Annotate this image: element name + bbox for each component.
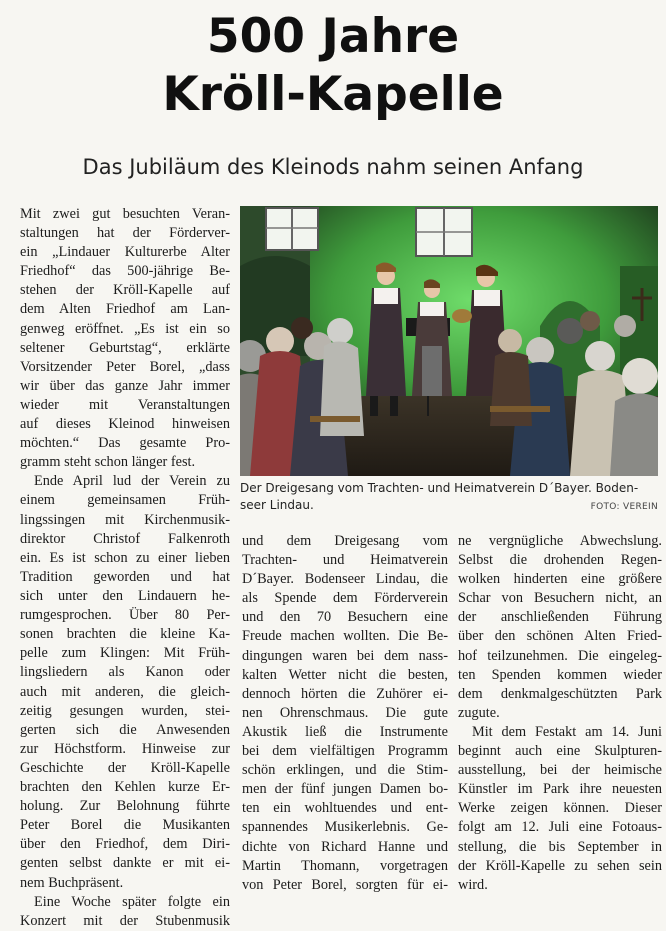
text-line: Freude machen wollten. Die Be- [242, 628, 448, 645]
text-line: Akustik ließ die Instrumente [242, 723, 448, 740]
text-line: direktor Christof Falkenroth [20, 530, 230, 547]
text-line: lingssingen mit Kirchenmusik- [20, 511, 230, 528]
text-line: wir über das ganze Jahr immer [20, 377, 230, 394]
text-line: rumgesprochen. Über 80 Per- [20, 607, 230, 624]
chapel-concert-illustration [240, 206, 658, 476]
text-line: auf dieses Kleinod hinweisen [20, 416, 230, 433]
text-line: Schar von Besuchern nicht, an [458, 590, 662, 607]
caption-line-1: Der Dreigesang vom Trachten- und Heimatverein D´Bayer. Boden- [240, 481, 639, 495]
text-line: genweg eröffnet. „Es ist ein so [20, 320, 230, 337]
text-line: men der fünf jungen Damen bo- [242, 781, 448, 798]
text-line: sich unter den Lindauern he- [20, 588, 230, 605]
text-line: stellung, die bis September in [458, 838, 662, 855]
text-line: Friedhof“ das 500-jährige Be- [20, 263, 230, 280]
article-photo [240, 206, 658, 476]
text-line: einem gemeinsamen Früh- [20, 492, 230, 509]
text-line: schön erklingen, und die Stim- [242, 762, 448, 779]
text-line: als Spende dem Förderverein [242, 590, 448, 607]
text-line: dem Alten Friedhof am Lan- [20, 301, 230, 318]
text-line: stehen der Kröll-Kapelle auf [20, 282, 230, 299]
headline-line-2: Kröll-Kapelle [162, 67, 504, 122]
caption-line-2: seer Lindau. [240, 498, 314, 512]
window-left [266, 208, 318, 250]
text-line: ein. Es ist schon zu einer lieben [20, 549, 230, 566]
text-line: wieder mit Veranstaltungen [20, 396, 230, 413]
article-column-3 [458, 532, 662, 895]
text-line: genten selbst dankte er mit ei- [20, 855, 230, 872]
text-line: der Kröll-Kapelle zu sehen sein [458, 857, 662, 874]
window-right [416, 208, 472, 256]
text-line: ne vergnügliche Abwechslung. [458, 533, 662, 549]
text-line: pelle zum Klingen: Mit Früh- [20, 645, 230, 662]
text-line: Mit dem Festakt am 14. Juni [472, 723, 662, 740]
headline-line-1: 500 Jahre [206, 9, 460, 64]
text-line: beginnt auch eine Skulpturen- [458, 743, 662, 760]
headline [0, 8, 666, 124]
text-line: ausstellung, bei der heimische [458, 762, 662, 779]
text-line: dem denkmalgeschützten Park [458, 685, 662, 702]
article-column-1-bottom [20, 568, 230, 931]
text-line: zeitig gesungen wurden, stei- [20, 702, 230, 719]
text-line: ten ein wohltuendes und ent- [242, 800, 448, 817]
text-line: Mit zwei gut besuchten Veran- [20, 206, 230, 222]
text-line: zugute. [458, 704, 500, 721]
text-line: nen Ohrenschmaus. Die gute [242, 704, 448, 721]
text-line: D´Bayer. Bodenseer Lindau, die [242, 571, 448, 588]
text-line: dichte von Richard Hanne und [242, 838, 448, 855]
text-line: bei dem vielfältigen Programm [242, 743, 448, 760]
text-line: gramm steht schon länger fest. [20, 454, 196, 471]
article-column-1-top [20, 205, 230, 568]
text-line: spannendes Musikerlebnis. Ge- [242, 819, 448, 836]
text-line: über den schönen Alten Fried- [458, 628, 662, 645]
text-line: brachten den Kehlen kurze Er- [20, 779, 230, 796]
text-line: Konzert mit der Stubenmusik [20, 912, 230, 929]
text-line: Trachten- und Heimatverein [242, 552, 448, 569]
text-line: sonen brachten die kleine Ka- [20, 626, 230, 643]
text-line: Vorsitzender Peter Borel, „dass [20, 358, 230, 375]
text-line: kalten Wetter nicht die besten, [242, 666, 448, 683]
text-line: dingungen waren bei dem nass- [242, 647, 448, 664]
text-line: wird. [458, 876, 488, 893]
text-line: auch mit anderen, die gleich- [20, 683, 230, 700]
text-line: Selbst die drohenden Regen- [458, 552, 662, 569]
text-line: wolken hinderten eine größere [458, 571, 662, 588]
text-line: ten Spenden kommen wieder [458, 666, 662, 683]
text-line: Künstler im Park ihre neuesten [458, 781, 662, 798]
text-line: Ende April lud der Verein zu [34, 473, 230, 490]
text-line: und den 70 Besuchern eine [242, 609, 448, 626]
text-line: Peter Borel die Musikanten [20, 817, 230, 834]
text-line: Martin Thomann, vorgetragen [242, 857, 448, 874]
text-line: folgt am 12. Juli eine Fotoaus- [458, 819, 662, 836]
text-line: ein „Lindauer Kulturerbe Alter [20, 244, 230, 261]
text-line: hof teilzunehmen. Die eingeleg- [458, 647, 662, 664]
text-line: lingsliedern als Kanon oder [20, 664, 230, 681]
text-line: von Peter Borel, sorgten für ei- [242, 876, 448, 893]
text-line: Werke zeigen können. Dieser [458, 800, 662, 817]
text-line: möchten.“ Das gesamte Pro- [20, 435, 230, 452]
text-line: Geschichte der Kröll-Kapelle [20, 759, 230, 776]
subtitle: Das Jubiläum des Kleinods nahm seinen Anfang [82, 155, 584, 179]
text-line: gerten sich die Anwesenden [20, 721, 230, 738]
photo-credit: FOTO: VEREIN [590, 502, 658, 512]
article-column-2 [242, 532, 448, 895]
text-line: Tradition geworden und hat [20, 569, 230, 585]
text-line: holung. Zur Belohnung führte [20, 798, 230, 815]
text-line: der anschließenden Führung [458, 609, 662, 626]
text-line: über den Friedhof, dem Diri- [20, 836, 230, 853]
text-line: dennoch hörten die Zuhörer ei- [242, 685, 448, 702]
text-line: staltungen hat der Förderver- [20, 225, 230, 242]
text-line: zur Höchstform. Hinweise zur [20, 740, 230, 757]
text-line: seltener Geburtstag“, erklärte [20, 339, 230, 356]
text-line: Eine Woche später folgte ein [34, 893, 230, 910]
text-line: und dem Dreigesang vom [242, 533, 448, 549]
text-line: nem Buchpräsent. [20, 874, 124, 891]
